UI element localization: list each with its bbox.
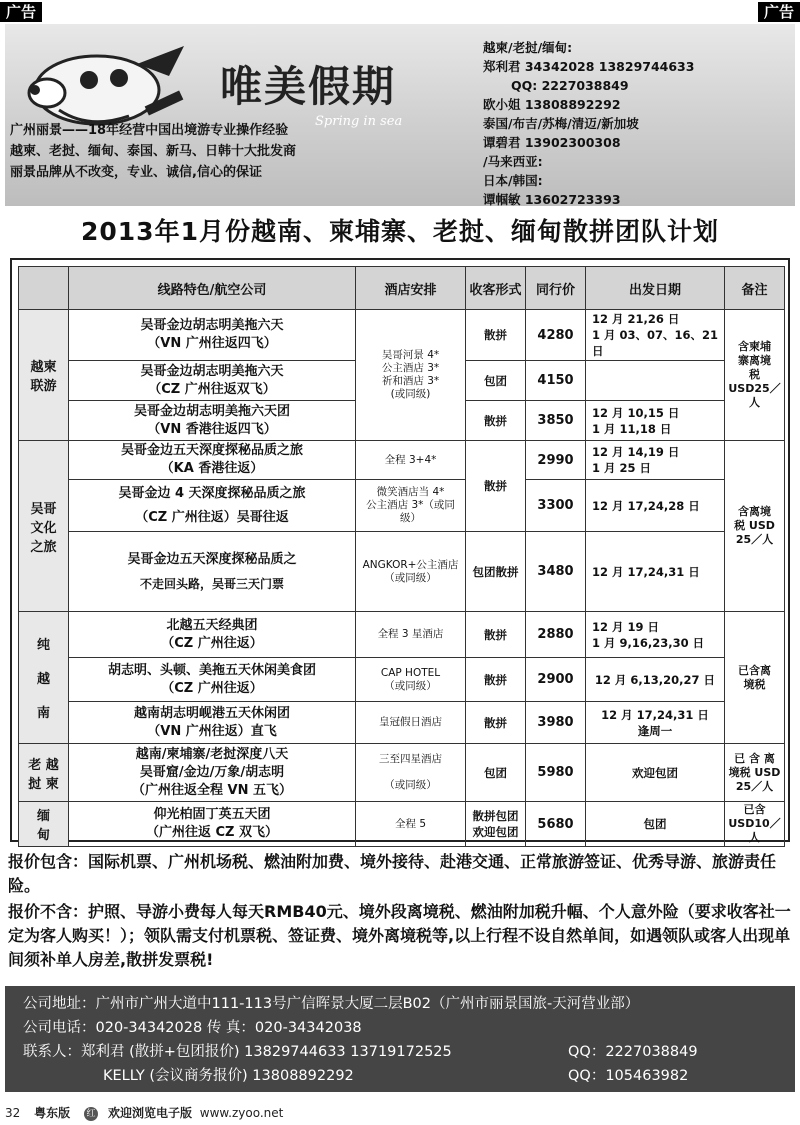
route-cell: 吴哥金边五天深度探秘品质之旅 （KA 香港往返）	[69, 441, 356, 480]
route-cell: 吴哥金边胡志明美拖六天团 （VN 香港往返四飞）	[69, 401, 356, 441]
edition-slogan: 欢迎浏览电子版	[107, 1106, 192, 1120]
advert-banner	[5, 24, 795, 206]
contact-primary-qq: QQ：2227038849	[568, 1044, 698, 1060]
note-cell: 含离境 税 USD 25／人	[725, 441, 785, 612]
route-title: 吴哥金边五天深度探秘品质之	[127, 551, 297, 567]
table-header-row	[19, 267, 785, 310]
hotel-cell: 微笑酒店当 4* 公主酒店 3*（或同 级）	[356, 480, 466, 532]
brand-tagline: Spring in sea	[315, 114, 403, 129]
contact-line: 泰国/布吉/苏梅/清迈/新加坡	[483, 116, 639, 131]
mode-cell: 散拼	[466, 658, 526, 702]
header-region	[19, 267, 69, 310]
mode-cell: 散拼	[466, 702, 526, 744]
price-cell: 3300	[526, 480, 586, 532]
banner-contacts	[483, 38, 694, 206]
header-date: 出发日期	[586, 267, 725, 310]
region-cell: 吴哥 文化 之旅	[19, 441, 69, 612]
region-cell: 缅 甸	[19, 802, 69, 847]
mode-cell: 包团	[466, 744, 526, 802]
page-footer	[5, 1104, 293, 1121]
price-cell: 4150	[526, 361, 586, 401]
header-price: 同行价	[526, 267, 586, 310]
hotel-cell: CAP HOTEL （或同级）	[356, 658, 466, 702]
route-cell: 吴哥金边 4 天深度探秘品质之旅 （CZ 广州往返）吴哥往返	[69, 480, 356, 532]
header-hotel: 酒店安排	[356, 267, 466, 310]
table-row	[19, 702, 785, 744]
region-cell: 越柬 联游	[19, 310, 69, 441]
header-mode: 收客形式	[466, 267, 526, 310]
hotel-cell: 三至四星酒店 （或同级）	[356, 744, 466, 802]
price-includes	[8, 850, 792, 898]
table-row	[19, 612, 785, 658]
note-cell: 已含 USD10／ 人	[725, 802, 785, 847]
note-cell: 已含离 境税	[725, 612, 785, 744]
slogan-line: 广州丽景——18年经营中国出境游专业操作经验	[10, 123, 289, 138]
includes-text: 国际机票、广州机场税、燃油附加费、境外接待、赴港交通、正常旅游签证、优秀导游、旅游责任险。	[8, 852, 777, 895]
price-cell: 3980	[526, 702, 586, 744]
mode-cell: 散拼	[466, 310, 526, 361]
price-cell: 2990	[526, 441, 586, 480]
table-row	[19, 310, 785, 361]
ad-label-left: 广告	[0, 2, 42, 22]
note-cell: 含柬埔 寨离境 税 USD25／ 人	[725, 310, 785, 441]
price-cell: 3480	[526, 532, 586, 612]
contact-secondary-qq: QQ：105463982	[568, 1068, 689, 1084]
note-cell: 已 含 离 境税 USD 25／人	[725, 744, 785, 802]
route-cell	[69, 532, 356, 612]
date-cell: 12 月 17,24,31 日	[586, 532, 725, 612]
hotel-cell: 全程 5	[356, 802, 466, 847]
contact-line: 谭帼敏 13602723393	[483, 192, 621, 206]
table-row	[19, 658, 785, 702]
price-cell: 2900	[526, 658, 586, 702]
table-row	[19, 532, 785, 612]
date-cell: 12 月 21,26 日 1 月 03、07、16、21 日	[586, 310, 725, 361]
date-cell: 12 月 14,19 日 1 月 25 日	[586, 441, 725, 480]
company-phone: 公司电话：020-34342028 传 真：020-34342038	[23, 1020, 362, 1036]
date-cell: 12 月 10,15 日 1 月 11,18 日	[586, 401, 725, 441]
contact-primary: 联系人：郑利君 (散拼+包团报价) 13829744633 13719172525	[23, 1044, 452, 1060]
mode-cell: 散拼	[466, 441, 526, 532]
mode-cell: 散拼包团 欢迎包团	[466, 802, 526, 847]
slogan-line: 丽景品牌从不改变，专业、诚信,信心的保证	[10, 165, 262, 180]
price-cell: 2880	[526, 612, 586, 658]
page-title: 2013年1月份越南、柬埔寨、老挝、缅甸散拼团队计划	[81, 217, 719, 246]
date-cell: 12 月 17,24,28 日	[586, 480, 725, 532]
region-cell: 纯 越 南	[19, 612, 69, 744]
mode-cell: 散拼	[466, 612, 526, 658]
header-route: 线路特色/航空公司	[69, 267, 356, 310]
contact-line: 郑利君 34342028 13829744633	[483, 59, 695, 74]
includes-label: 报价包含：	[8, 852, 89, 871]
banner-slogans	[10, 120, 296, 183]
contact-line: /马来西亚:	[483, 154, 543, 169]
route-cell: 北越五天经典团 （CZ 广州往返）	[69, 612, 356, 658]
contact-line: 日本/韩国:	[483, 173, 543, 188]
route-cell: 吴哥金边胡志明美拖六天 （CZ 广州往返双飞）	[69, 361, 356, 401]
price-terms	[8, 850, 792, 972]
company-address: 公司地址：广州市广州大道中111-113号广信晖景大厦二层B02（广州市丽景国旅-天河营业部）	[23, 996, 640, 1012]
table-row	[19, 802, 785, 847]
edition-label: 粤东版	[34, 1106, 71, 1120]
tour-schedule-table	[18, 266, 785, 847]
date-cell: 欢迎包团	[586, 744, 725, 802]
price-cell: 5680	[526, 802, 586, 847]
site-url[interactable]: www.zyoo.net	[199, 1106, 284, 1120]
hotel-cell: 全程 3+4*	[356, 441, 466, 480]
excludes-label: 报价不含：	[8, 902, 89, 921]
contact-line: QQ: 2227038849	[511, 78, 629, 93]
company-footer	[5, 986, 795, 1092]
route-cell: 越南胡志明岘港五天休闲团 （VN 广州往返）直飞	[69, 702, 356, 744]
route-cell: 越南/柬埔寨/老挝深度八天 吴哥窟/金边/万象/胡志明 （广州往返全程 VN 五飞）	[69, 744, 356, 802]
slogan-line: 越柬、老挝、缅甸、泰国、新马、日韩十大批发商	[10, 144, 297, 159]
hotel-cell: 吴哥河景 4* 公主酒店 3* 祈和酒店 3* (或同级)	[356, 310, 466, 441]
table-row	[19, 480, 785, 532]
table-row	[19, 441, 785, 480]
date-cell: 12 月 19 日 1 月 9,16,23,30 日	[586, 612, 725, 658]
contact-line: 谭碧君 13902300308	[483, 135, 621, 150]
contact-line: 越柬/老挝/缅甸:	[483, 40, 573, 55]
price-cell: 5980	[526, 744, 586, 802]
price-excludes	[8, 900, 792, 972]
ad-label-right: 广告	[758, 2, 800, 22]
date-cell: 12 月 17,24,31 日 逢周一	[586, 702, 725, 744]
brand-name: 唯美假期	[220, 62, 397, 111]
price-cell: 3850	[526, 401, 586, 441]
hotel-cell: 全程 3 星酒店	[356, 612, 466, 658]
price-cell: 4280	[526, 310, 586, 361]
date-cell: 包团	[586, 802, 725, 847]
route-subtitle: 不走回头路，吴哥三天门票	[139, 576, 284, 591]
page-number: 32	[5, 1106, 21, 1120]
table-row	[19, 744, 785, 802]
contact-secondary: KELLY (会议商务报价) 13808892292	[103, 1068, 354, 1084]
header-note: 备注	[725, 267, 785, 310]
hong-logo-icon: 红	[84, 1107, 98, 1121]
contact-row	[23, 1040, 795, 1064]
mode-cell: 包团散拼	[466, 532, 526, 612]
contact-line: 欧小姐 13808892292	[483, 97, 621, 112]
route-cell: 仰光柏固丁英五天团 （广州往返 CZ 双飞）	[69, 802, 356, 847]
mode-cell: 散拼	[466, 401, 526, 441]
excludes-text: 护照、导游小费每人每天RMB40元、境外段离境税、燃油附加税升幅、个人意外险（要求收客社一定为客人购买！）；领队需支付机票税、签证费、境外离境税等,以上行程不设自然单间，如遇领队或客人出现单间须补单人房差,散拼发票税!	[8, 902, 791, 969]
date-cell: 12 月 6,13,20,27 日	[586, 658, 725, 702]
hotel-cell: ANGKOR+公主酒店 （或同级）	[356, 532, 466, 612]
route-cell: 吴哥金边胡志明美拖六天 （VN 广州往返四飞）	[69, 310, 356, 361]
region-cell: 老 越 挝 柬	[19, 744, 69, 802]
route-cell: 胡志明、头顿、美拖五天休闲美食团 （CZ 广州往返）	[69, 658, 356, 702]
date-cell	[586, 361, 725, 401]
mode-cell: 包团	[466, 361, 526, 401]
hotel-cell: 皇冠假日酒店	[356, 702, 466, 744]
contact-row	[23, 1064, 795, 1088]
